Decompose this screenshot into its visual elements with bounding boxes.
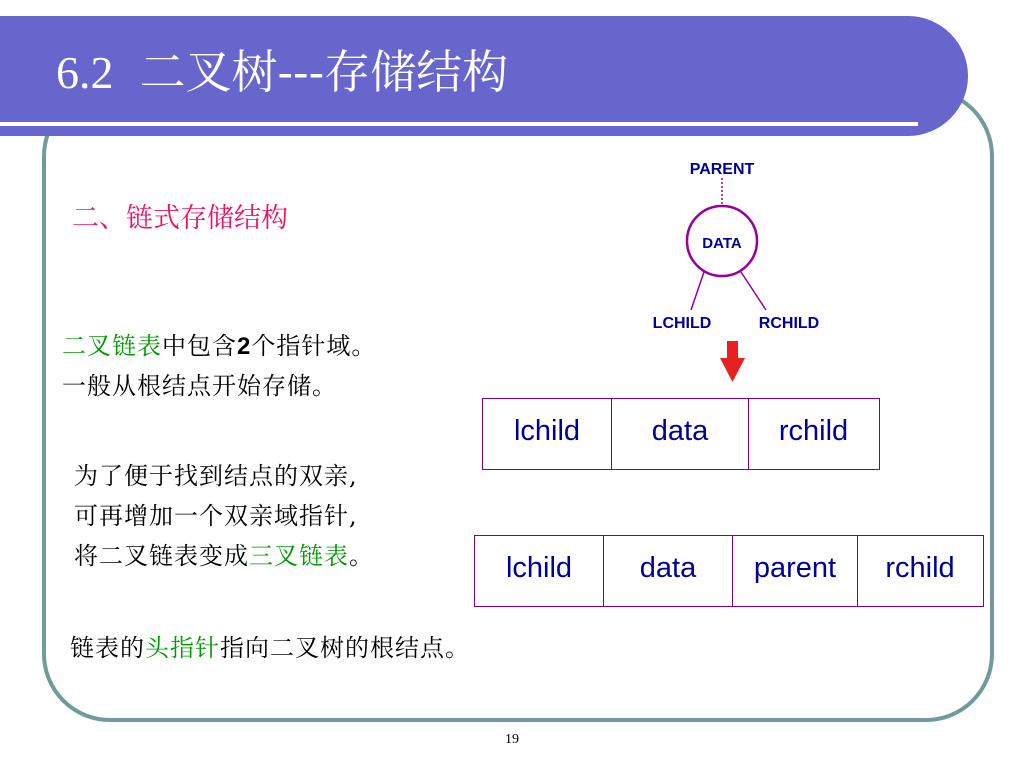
para1-text-b: 个指针域。 xyxy=(251,332,377,360)
binary-cell-rchild: rchild xyxy=(778,415,849,447)
data-label: DATA xyxy=(702,235,742,252)
para2-line1: 为了便于找到结点的双亲, xyxy=(74,462,358,490)
triple-linked-list-term: 三叉链表 xyxy=(249,542,349,570)
rchild-pointer-line xyxy=(741,272,766,310)
triple-cell-rchild: rchild xyxy=(885,552,955,584)
para1-text-a: 中包含 xyxy=(162,332,237,360)
head-pointer-term: 头指针 xyxy=(145,634,220,662)
triple-node-table xyxy=(474,535,984,607)
para3-text-a: 链表的 xyxy=(70,634,145,662)
para2-text-end: 。 xyxy=(349,542,374,570)
page-number: 19 xyxy=(505,732,519,747)
para2-text-a: 将二叉链表变成 xyxy=(74,542,249,570)
binary-node-table xyxy=(482,398,880,470)
triple-cell-data: data xyxy=(604,536,733,606)
title-text: 二叉树---存储结构 xyxy=(139,45,509,99)
triple-cell-lchild: lchild xyxy=(475,536,604,606)
down-arrow-icon xyxy=(720,341,745,382)
para3-text-b: 指向二叉树的根结点。 xyxy=(220,634,470,662)
binary-cell-data: data xyxy=(612,399,749,469)
parent-label: PARENT xyxy=(689,161,755,178)
para2-line2: 可再增加一个双亲域指针, xyxy=(74,502,358,530)
lchild-label: LCHILD xyxy=(652,315,712,332)
triple-cell-parent: parent xyxy=(733,536,858,606)
binary-linked-list-term: 二叉链表 xyxy=(62,332,162,360)
lchild-pointer-line xyxy=(691,272,704,310)
section-heading: 二、链式存储结构 xyxy=(72,203,288,234)
pointer-count: 2 xyxy=(237,333,252,360)
binary-cell-lchild: lchild xyxy=(483,399,612,469)
rchild-label: RCHILD xyxy=(758,315,820,332)
para1-line2: 一般从根结点开始存储。 xyxy=(62,372,337,400)
title-number: 6.2 xyxy=(56,47,114,98)
